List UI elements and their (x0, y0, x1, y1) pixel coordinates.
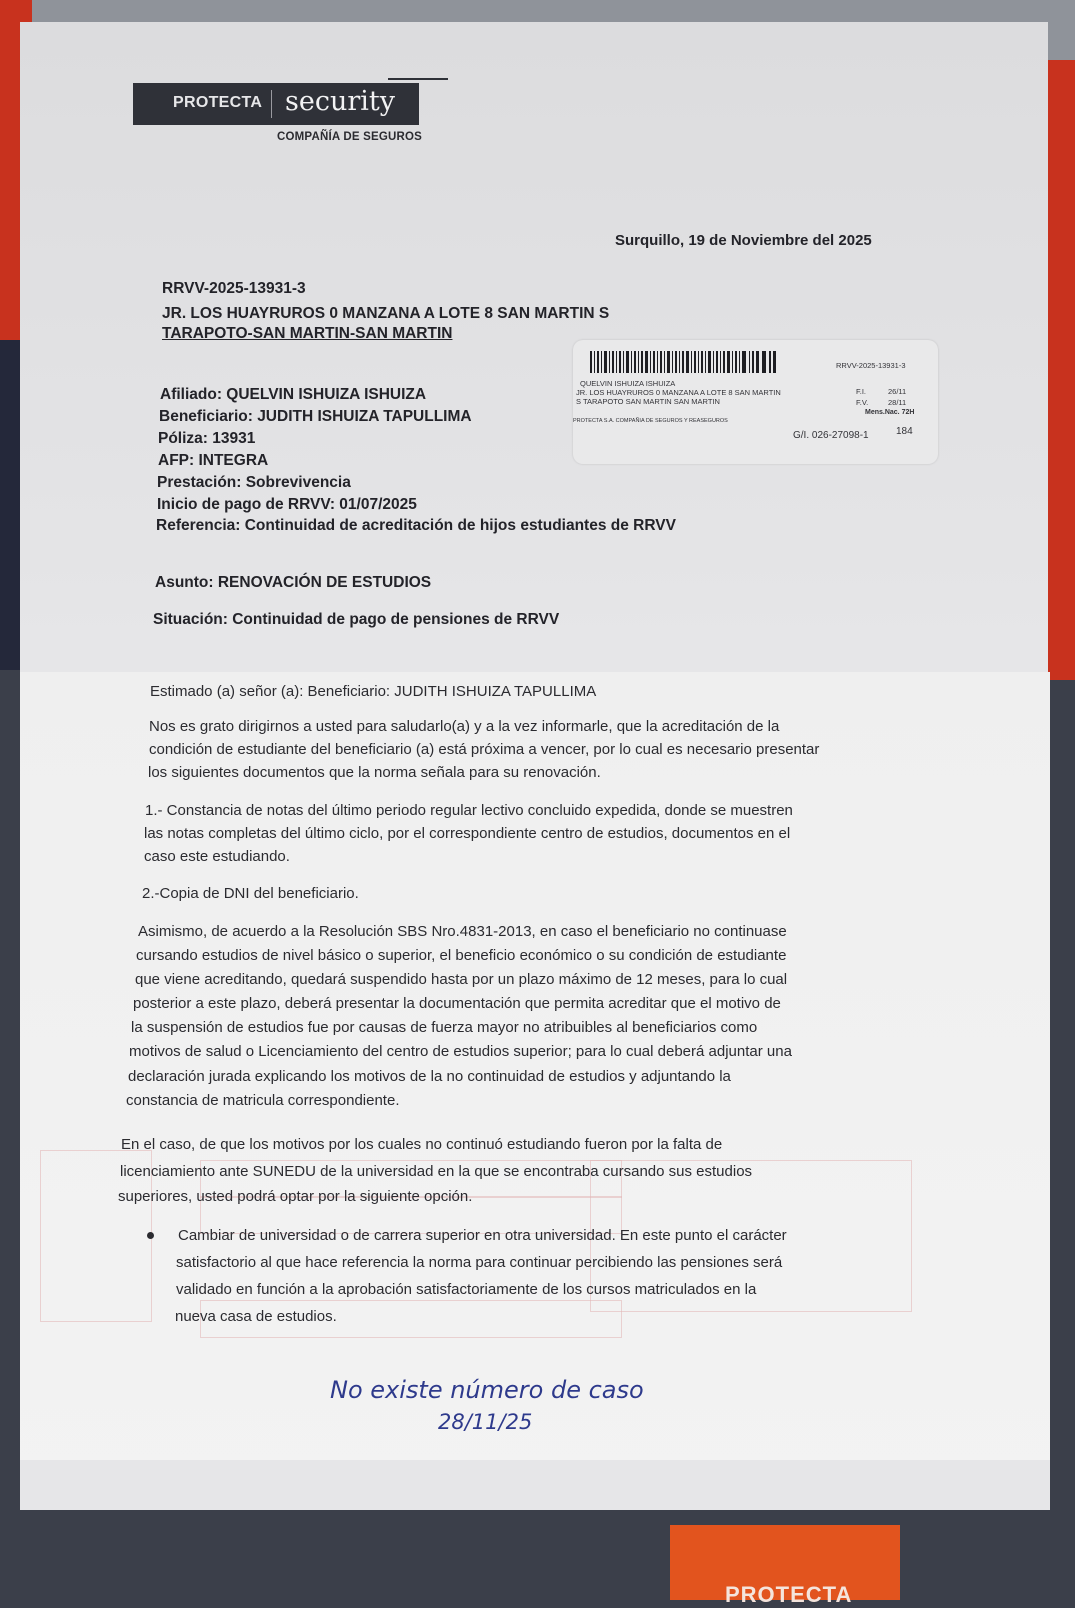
sticker-address-1: JR. LOS HUAYRUROS 0 MANZANA A LOTE 8 SAN MARTIN (576, 388, 781, 397)
bullet-line: validado en función a la aprobación satisfactoriamente de los cursos matriculados en la (176, 1281, 757, 1298)
paragraph2-line: declaración jurada explicando los motivos de la no continuidad de estudios y adjuntando la (128, 1068, 731, 1085)
paragraph2-line: que viene acreditando, quedará suspendido hasta por un plazo máximo de 12 meses, para lo cual (135, 971, 788, 988)
bullet-line: nueva casa de estudios. (175, 1308, 337, 1325)
paragraph2-line: Asimismo, de acuerdo a la Resolución SBS Nro.4831-2013, en caso el beneficiario no continuase (138, 923, 787, 940)
reference-code: RRVV-2025-13931-3 (162, 280, 306, 297)
sticker-mens: Mens.Nac. 72H (865, 409, 915, 416)
logo-brand-right: security (285, 86, 395, 117)
address-line-1: JR. LOS HUAYRUROS 0 MANZANA A LOTE 8 SAN MARTIN S (162, 305, 610, 322)
paragraph2-line: constancia de matricula correspondiente. (126, 1092, 400, 1109)
handwritten-note: No existe número de caso (330, 1376, 644, 1404)
logo-divider (271, 90, 272, 118)
beneficiario-field: Beneficiario: JUDITH ISHUIZA TAPULLIMA (159, 408, 472, 425)
bullet-line: satisfactorio al que hace referencia la norma para continuar percibiendo las pensiones será (176, 1254, 783, 1271)
address-line-2: TARAPOTO-SAN MARTIN-SAN MARTIN (162, 325, 453, 342)
paragraph1-line: Nos es grato dirigirnos a usted para saludarlo(a) y a la vez informarle, que la acreditación de la (149, 718, 780, 735)
item1-line: caso este estudiando. (144, 848, 290, 865)
footer-brand-text: PROTECTA (725, 1582, 853, 1607)
logo-accent-line (388, 78, 448, 80)
sticker-fi-value: 26/11 (888, 387, 907, 396)
logo-subtitle: COMPAÑÍA DE SEGUROS (277, 131, 423, 143)
bullet-line: Cambiar de universidad o de carrera superior en otra universidad. En este punto el carácter (178, 1227, 787, 1244)
situacion-field: Situación: Continuidad de pago de pensiones de RRVV (153, 611, 560, 628)
afp-field: AFP: INTEGRA (158, 452, 269, 469)
sticker-number: 184 (896, 426, 913, 437)
sticker-fv-value: 28/11 (888, 398, 907, 407)
paragraph1-line: los siguientes documentos que la norma señala para su renovación. (148, 764, 601, 781)
asunto-field: Asunto: RENOVACIÓN DE ESTUDIOS (155, 574, 432, 591)
sticker-fv-label: F.V. (856, 398, 869, 407)
paragraph2-line: posterior a este plazo, deberá presentar la documentación que permita acreditar que el motivo de (133, 995, 781, 1012)
sticker-fi-label: F.I. (856, 387, 867, 396)
item1-line: las notas completas del último ciclo, por el correspondiente centro de estudios, documentos en el (144, 825, 791, 842)
handwritten-date: 28/11/25 (438, 1410, 533, 1434)
logo-brand-left: PROTECTA (173, 94, 263, 111)
paragraph1-line: condición de estudiante del beneficiario (a) está próxima a vencer, por lo cual es necesario presentar (149, 741, 820, 758)
sticker-address-2: S TARAPOTO SAN MARTIN SAN MARTIN (576, 397, 720, 406)
afiliado-field: Afiliado: QUELVIN ISHUIZA ISHUIZA (160, 386, 427, 403)
paragraph3-line: licenciamiento ante SUNEDU de la universidad en la que se encontraba cursando sus estudios (120, 1163, 753, 1180)
sticker-company: PROTECTA S.A. COMPAÑIA DE SEGUROS Y REASEGUROS (573, 418, 728, 424)
inicio-pago-field: Inicio de pago de RRVV: 01/07/2025 (157, 496, 417, 513)
poliza-field: Póliza: 13931 (158, 430, 256, 447)
bullet-dot (147, 1232, 154, 1239)
sticker-guide: G/I. 026-27098-1 (793, 430, 869, 441)
sticker-name: QUELVIN ISHUIZA ISHUIZA (580, 379, 676, 388)
date-line: Surquillo, 19 de Noviembre del 2025 (615, 232, 872, 249)
paragraph3-line: En el caso, de que los motivos por los cuales no continuó estudiando fueron por la falta de (121, 1136, 723, 1153)
letter-sheet-shadow (20, 1460, 1050, 1510)
paragraph2-line: cursando estudios de nivel básico o superior, el beneficio económico o su condición de estudiante (136, 947, 787, 964)
paragraph2-line: motivos de salud o Licenciamiento del centro de estudios superior; para lo cual deberá adjuntar una (129, 1043, 792, 1060)
greeting: Estimado (a) señor (a): Beneficiario: JUDITH ISHUIZA TAPULLIMA (150, 683, 597, 700)
item2-line: 2.-Copia de DNI del beneficiario. (142, 885, 359, 902)
paragraph3-line: superiores, usted podrá optar por la siguiente opción. (118, 1188, 473, 1205)
paragraph2-line: la suspensión de estudios fue por causas de fuerza mayor no atribuibles al beneficiarios como (131, 1019, 758, 1036)
prestacion-field: Prestación: Sobrevivencia (157, 474, 351, 491)
item1-line: 1.- Constancia de notas del último periodo regular lectivo concluido expedida, donde se muestren (145, 802, 793, 819)
barcode (590, 351, 776, 373)
referencia-field: Referencia: Continuidad de acreditación de hijos estudiantes de RRVV (156, 517, 676, 534)
sticker-code: RRVV-2025-13931-3 (836, 361, 906, 370)
